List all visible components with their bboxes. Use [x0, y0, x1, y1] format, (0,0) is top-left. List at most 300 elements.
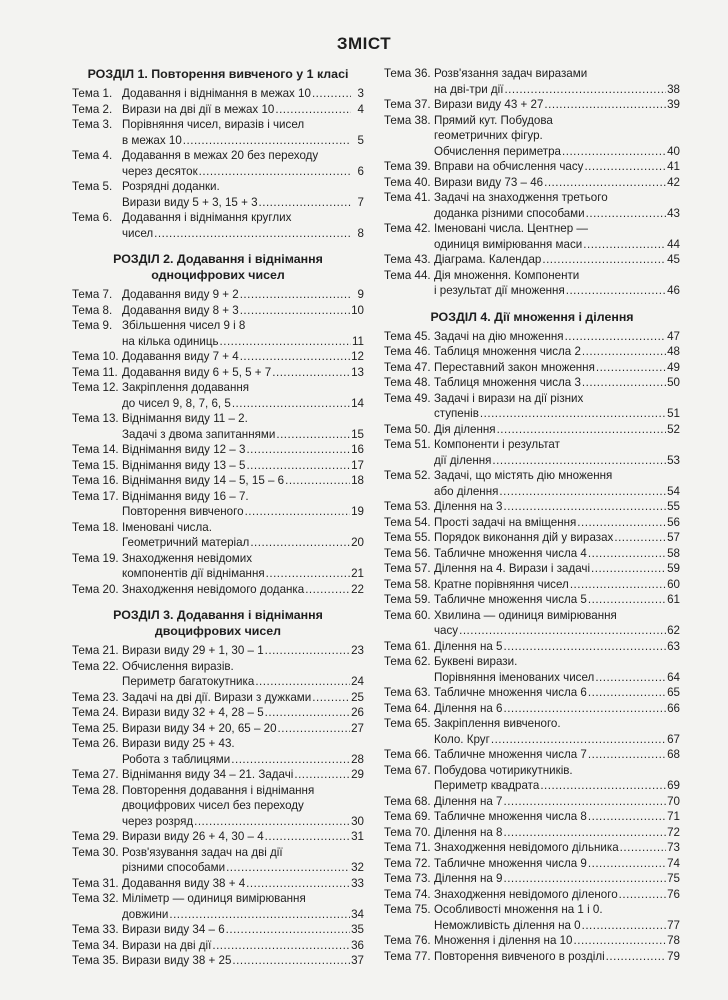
dot-leader: [480, 406, 666, 422]
entry-body: [434, 375, 680, 391]
entry-number: Тема 8.: [72, 303, 113, 317]
page-number: 52: [667, 422, 680, 436]
toc-entry[interactable]: [72, 102, 364, 118]
entry-title-text: або ділення: [434, 484, 499, 498]
toc-entry[interactable]: [384, 840, 680, 856]
toc-entry[interactable]: [384, 515, 680, 531]
toc-column-left: [72, 66, 364, 969]
entry-title-line: [434, 732, 680, 748]
entry-title-line: [434, 794, 680, 810]
toc-entry[interactable]: [384, 809, 680, 825]
entry-body: [122, 318, 364, 349]
entry-title-text: Табличне множення числа 6: [434, 686, 587, 699]
toc-entry[interactable]: [384, 856, 680, 872]
entry-number: Тема 53.: [384, 500, 431, 513]
entry-body: [434, 871, 680, 887]
toc-entry[interactable]: [384, 561, 680, 577]
entry-body: [122, 179, 364, 210]
entry-number: Тема 42.: [384, 222, 431, 235]
entry-title-text: Ділення на 8: [434, 825, 503, 839]
entry-body: [434, 949, 680, 965]
toc-entry[interactable]: [72, 520, 364, 551]
toc-entry[interactable]: [72, 551, 364, 582]
entry-title-text: Вирази виду 29 + 1, 30 – 1: [122, 644, 264, 657]
entry-title-text: Повторення вивченого: [122, 505, 244, 518]
entry-title-line: [434, 592, 680, 608]
entry-title-text: Задачі, що містять дію множення: [434, 469, 613, 482]
page-number: 76: [667, 887, 680, 901]
entry-title-line: [434, 887, 680, 903]
dot-leader: [265, 829, 350, 845]
page-number: 79: [667, 949, 680, 963]
entry-title-text: Ділення на 3: [434, 500, 503, 513]
toc-entry[interactable]: [72, 349, 364, 365]
entry-body: [122, 721, 364, 737]
dot-leader: [582, 344, 666, 360]
page-number: 22: [351, 582, 364, 596]
page-number: 33: [351, 876, 364, 890]
entry-number: Тема 3.: [72, 118, 113, 131]
toc-entry[interactable]: [384, 190, 680, 221]
section-heading-line: РОЗДІЛ 1. Повторення вивченого у 1 класі: [87, 67, 349, 81]
entry-title-text: Вирази на дві дії в межах 10: [122, 102, 275, 116]
toc-entry[interactable]: [384, 159, 680, 175]
toc-column-right: [384, 66, 680, 964]
page-number: 48: [667, 345, 680, 358]
entry-number: Тема 5.: [72, 180, 113, 193]
toc-entry[interactable]: [384, 608, 680, 639]
entry-body: [434, 468, 680, 499]
page-number: 36: [351, 938, 364, 952]
entry-title-text: Вирази на дві дії: [122, 938, 212, 952]
entry-number: Тема 34.: [72, 938, 119, 952]
entry-title-line: [122, 504, 364, 520]
entry-body: [122, 551, 364, 582]
entry-number: Тема 27.: [72, 768, 119, 781]
page-number: 50: [667, 376, 680, 389]
entry-title-text: Збільшення чисел 9 і 8: [122, 319, 246, 332]
entry-title-text: Периметр багатокутника: [122, 675, 255, 688]
entry-number: Тема 69.: [384, 810, 431, 823]
entry-title-line: [434, 933, 680, 949]
dot-leader: [183, 133, 351, 149]
dot-leader: [582, 375, 666, 391]
dot-leader: [169, 907, 350, 923]
entry-title-line: [122, 458, 364, 474]
toc-entry[interactable]: [384, 654, 680, 685]
entry-body: [434, 887, 680, 903]
entry-body: [122, 458, 364, 474]
toc-entry[interactable]: [384, 391, 680, 422]
entry-body: [122, 876, 364, 892]
entry-number: Тема 36.: [384, 67, 431, 80]
dot-leader: [565, 329, 667, 345]
toc-entry[interactable]: [384, 329, 680, 345]
toc-entry[interactable]: [384, 360, 680, 376]
dot-leader: [492, 453, 666, 469]
entry-number: Тема 73.: [384, 872, 431, 885]
toc-entry[interactable]: [384, 113, 680, 160]
entry-title-line: [122, 721, 364, 737]
page-number: 73: [667, 841, 680, 854]
entry-title-text: Прямий кут. Побудова: [434, 113, 553, 127]
entry-title-line: [122, 349, 364, 365]
toc-entry[interactable]: [384, 577, 680, 593]
entry-number: Тема 31.: [72, 876, 119, 890]
dot-leader: [259, 195, 351, 211]
entry-title-text: Знаходження невідомого дільника: [434, 841, 619, 854]
entry-title-line: [434, 422, 680, 438]
toc-entry[interactable]: [384, 794, 680, 810]
entry-title-text: Іменовані числа. Центнер —: [434, 222, 588, 235]
dot-leader: [584, 159, 666, 175]
entry-number: Тема 54.: [384, 515, 431, 529]
entry-number: Тема 48.: [384, 376, 431, 389]
entry-title-text: геометричних фігур.: [434, 129, 543, 142]
dot-leader: [246, 442, 350, 458]
entry-title-line: [434, 268, 680, 284]
entry-body: [122, 102, 364, 118]
toc-entry[interactable]: [384, 825, 680, 841]
entry-title-line: [434, 716, 680, 732]
entry-title-text: Побудова чотирикутників.: [434, 763, 573, 777]
entry-body: [434, 97, 680, 113]
toc-entry[interactable]: [384, 437, 680, 468]
page-number: 57: [667, 531, 680, 544]
entry-title-line: [434, 468, 680, 484]
page-number: 20: [351, 536, 364, 549]
entry-title-text: Порівняння іменованих чисел: [434, 670, 595, 684]
entry-number: Тема 46.: [384, 345, 431, 358]
entry-title-text: доданка різними способами: [434, 206, 585, 220]
entry-body: [434, 422, 680, 438]
entry-title-text: Віднімання виду 12 – 3: [122, 443, 246, 456]
entry-title-text: на дві-три дії: [434, 82, 504, 96]
entry-number: Тема 30.: [72, 845, 119, 859]
page-number: 23: [351, 644, 364, 657]
entry-title-text: Вирази виду 5 + 3, 15 + 3: [122, 195, 258, 209]
dot-leader: [226, 860, 350, 876]
entry-title-text: Обчислення виразів.: [122, 659, 234, 673]
toc-entry[interactable]: [72, 365, 364, 381]
entry-body: [122, 520, 364, 551]
entry-title-text: Таблиця множення числа 2: [434, 345, 581, 358]
section-heading-line: РОЗДІЛ 4. Дії множення і ділення: [430, 309, 634, 324]
dot-leader: [305, 582, 350, 598]
toc-entry[interactable]: [384, 592, 680, 608]
toc-entry[interactable]: [72, 953, 364, 969]
entry-title-text: Вирази виду 73 – 46: [434, 175, 544, 189]
entry-title-line: [434, 608, 680, 624]
entry-title-text: Додавання в межах 20 без переходу: [122, 149, 319, 162]
entry-title-line: [434, 918, 680, 934]
dot-leader: [212, 938, 350, 954]
entry-title-text: Прості задачі на вміщення: [434, 515, 577, 529]
toc-entry[interactable]: [384, 175, 680, 191]
dot-leader: [588, 592, 666, 608]
toc-entry[interactable]: [384, 97, 680, 113]
toc-entry[interactable]: [72, 318, 364, 349]
toc-entry[interactable]: [72, 582, 364, 598]
dot-leader: [588, 809, 666, 825]
page-number: 55: [667, 500, 680, 513]
toc-entry[interactable]: [72, 179, 364, 210]
dot-leader: [544, 175, 666, 191]
entry-title-line: [122, 767, 364, 783]
dot-leader: [588, 685, 666, 701]
entry-title-text: Кратне порівняння чисел: [434, 577, 569, 591]
entry-title-line: [434, 654, 680, 670]
dot-leader: [226, 922, 350, 938]
entry-title-text: Вирази виду 25 + 43.: [122, 737, 235, 750]
dot-leader: [265, 705, 350, 721]
entry-title-text: на кілька одиниць: [122, 334, 219, 348]
entry-title-line: [434, 252, 680, 268]
entry-body: [122, 736, 364, 767]
toc-entry[interactable]: [72, 922, 364, 938]
page-number: 58: [667, 546, 680, 560]
toc-entry[interactable]: [384, 639, 680, 655]
entry-title-line: [434, 670, 680, 686]
dot-leader: [588, 856, 666, 872]
dot-leader: [570, 577, 666, 593]
entry-title-text: Геометричний матеріал: [122, 536, 250, 549]
entry-title-line: [122, 535, 364, 551]
entry-title-line: [434, 747, 680, 763]
toc-entry[interactable]: [384, 933, 680, 949]
entry-number: Тема 19.: [72, 551, 119, 565]
entry-body: [434, 825, 680, 841]
entry-title-line: [434, 778, 680, 794]
entry-title-text: Ділення на 4. Вирази і задачі: [434, 562, 591, 575]
dot-leader: [240, 303, 350, 319]
page-number: 10: [351, 303, 364, 317]
dot-leader: [294, 767, 350, 783]
entry-title-line: [122, 705, 364, 721]
dot-leader: [154, 226, 351, 242]
page-number: 67: [667, 732, 680, 746]
entry-body: [434, 809, 680, 825]
entry-number: Тема 63.: [384, 686, 431, 699]
toc-entry[interactable]: [72, 489, 364, 520]
toc-entry[interactable]: [384, 344, 680, 360]
entry-title-text: Порівняння чисел, виразів і чисел: [122, 118, 305, 131]
page-number: 17: [351, 458, 364, 472]
page-number: 44: [667, 237, 680, 251]
entry-title-line: [122, 427, 364, 443]
entry-body: [122, 767, 364, 783]
entry-title-text: Дія множення. Компоненти: [434, 268, 580, 282]
toc-entry[interactable]: [72, 380, 364, 411]
entry-title-text: Знаходження невідомих: [122, 551, 253, 565]
entry-number: Тема 35.: [72, 954, 119, 967]
entry-title-line: [122, 582, 364, 598]
entry-title-text: Віднімання виду 13 – 5: [122, 458, 246, 472]
entry-title-text: Розв'язання задач виразами: [434, 67, 588, 80]
entry-title-line: [434, 763, 680, 779]
toc-entry[interactable]: [384, 66, 680, 97]
dot-leader: [503, 639, 666, 655]
entry-number: Тема 64.: [384, 701, 431, 715]
entry-title-text: Вирази виду 38 + 25: [122, 954, 232, 967]
toc-entry[interactable]: [72, 411, 364, 442]
toc-entry[interactable]: [384, 375, 680, 391]
entry-title-text: Додавання виду 9 + 2: [122, 288, 239, 301]
page-number: 16: [351, 443, 364, 456]
toc-entry[interactable]: [72, 876, 364, 892]
entry-title-text: Вирази виду 34 + 20, 65 – 20: [122, 721, 277, 735]
toc-entry[interactable]: [72, 891, 364, 922]
page-number: 63: [667, 639, 680, 653]
entry-number: Тема 51.: [384, 438, 431, 451]
entry-title-text: Обчислення периметра: [434, 144, 561, 158]
toc-entry[interactable]: [72, 721, 364, 737]
dot-leader: [503, 499, 666, 515]
entry-title-line: [122, 783, 364, 799]
toc-entry[interactable]: [384, 268, 680, 299]
entry-body: [122, 349, 364, 365]
entry-number: Тема 22.: [72, 659, 119, 673]
toc-entry[interactable]: [72, 938, 364, 954]
dot-leader: [278, 721, 351, 737]
toc-entry[interactable]: [72, 473, 364, 489]
entry-title-line: [434, 221, 680, 237]
dot-leader: [619, 887, 666, 903]
entry-body: [434, 268, 680, 299]
entry-title-text: Табличне множення числа 9: [434, 856, 587, 870]
toc-entry[interactable]: [72, 643, 364, 659]
toc-entry[interactable]: [72, 458, 364, 474]
toc-entry[interactable]: [72, 783, 364, 830]
page-number: 59: [667, 562, 680, 575]
section-heading-line: РОЗДІЛ 3. Додавання і віднімання: [113, 608, 323, 622]
entry-title-line: [122, 922, 364, 938]
entry-title-text: Табличне множення числа 4: [434, 546, 587, 560]
toc-entry[interactable]: [384, 701, 680, 717]
entry-number: Тема 24.: [72, 706, 119, 719]
toc-entry[interactable]: [72, 690, 364, 706]
entry-number: Тема 13.: [72, 412, 119, 425]
entry-number: Тема 9.: [72, 319, 113, 332]
toc-entry[interactable]: [384, 499, 680, 515]
dot-leader: [250, 535, 350, 551]
page-number: 43: [667, 206, 680, 220]
entry-body: [122, 922, 364, 938]
toc-entry[interactable]: [72, 829, 364, 845]
dot-leader: [245, 504, 351, 520]
page-number: 34: [351, 907, 364, 921]
entry-title-line: [122, 473, 364, 489]
toc-entry[interactable]: [72, 442, 364, 458]
dot-leader: [596, 360, 666, 376]
toc-entry[interactable]: [72, 117, 364, 148]
entry-title-text: через десяток: [122, 164, 198, 178]
toc-entry[interactable]: [384, 530, 680, 546]
entry-title-line: [434, 437, 680, 453]
entry-title-line: [434, 902, 680, 918]
entry-title-line: [122, 365, 364, 381]
toc-entry[interactable]: [72, 659, 364, 690]
entry-body: [122, 210, 364, 241]
toc-entry[interactable]: [384, 763, 680, 794]
toc-entry[interactable]: [72, 303, 364, 319]
entry-title-line: [122, 876, 364, 892]
entry-number: Тема 4.: [72, 149, 113, 162]
entry-number: Тема 6.: [72, 211, 113, 224]
toc-entry[interactable]: [384, 716, 680, 747]
dot-leader: [583, 237, 666, 253]
toc-entry[interactable]: [384, 685, 680, 701]
toc-entry[interactable]: [384, 871, 680, 887]
section-heading: [72, 607, 364, 639]
toc-entry[interactable]: [384, 546, 680, 562]
entry-body: [434, 747, 680, 763]
toc-entry[interactable]: [384, 887, 680, 903]
entry-number: Тема 2.: [72, 102, 113, 116]
entry-title-line: [122, 195, 364, 211]
page-number: 32: [351, 861, 364, 874]
toc-entry[interactable]: [384, 252, 680, 268]
dot-leader: [255, 674, 350, 690]
entry-number: Тема 61.: [384, 639, 431, 653]
entry-body: [434, 437, 680, 468]
dot-leader: [266, 566, 350, 582]
toc-entry[interactable]: [384, 468, 680, 499]
page-number: 12: [351, 350, 364, 363]
dot-leader: [246, 876, 350, 892]
toc-entry[interactable]: [384, 221, 680, 252]
entry-body: [122, 365, 364, 381]
entry-title-line: [122, 953, 364, 969]
entry-number: Тема 50.: [384, 422, 431, 436]
entry-title-text: довжини: [122, 907, 169, 921]
toc-entry[interactable]: [72, 845, 364, 876]
entry-title-text: Ділення на 9: [434, 872, 503, 885]
entry-body: [434, 592, 680, 608]
dot-leader: [566, 283, 666, 299]
page-number: 6: [357, 164, 364, 178]
toc-entry[interactable]: [72, 287, 364, 303]
entry-title-line: [122, 891, 364, 907]
toc-entry[interactable]: [72, 148, 364, 179]
entry-number: Тема 15.: [72, 458, 119, 472]
dot-leader: [231, 752, 350, 768]
entry-body: [122, 303, 364, 319]
entry-title-text: Табличне множення числа 7: [434, 748, 587, 761]
toc-entry[interactable]: [384, 949, 680, 965]
toc-entry[interactable]: [72, 210, 364, 241]
toc-entry[interactable]: [72, 767, 364, 783]
entry-number: Тема 16.: [72, 474, 119, 487]
toc-entry[interactable]: [384, 747, 680, 763]
toc-entry[interactable]: [384, 902, 680, 933]
entry-number: Тема 45.: [384, 329, 431, 343]
toc-entry[interactable]: [384, 422, 680, 438]
toc-entry[interactable]: [72, 736, 364, 767]
entry-number: Тема 23.: [72, 690, 119, 704]
dot-leader: [272, 365, 350, 381]
page-number: 4: [357, 102, 364, 116]
toc-entry[interactable]: [72, 86, 364, 102]
page-number: 70: [667, 794, 680, 808]
entry-number: Тема 41.: [384, 191, 431, 204]
dot-leader: [312, 86, 351, 102]
entry-body: [434, 654, 680, 685]
entry-body: [434, 763, 680, 794]
page-number: 49: [667, 360, 680, 374]
toc-entry[interactable]: [72, 705, 364, 721]
dot-leader: [194, 814, 350, 830]
